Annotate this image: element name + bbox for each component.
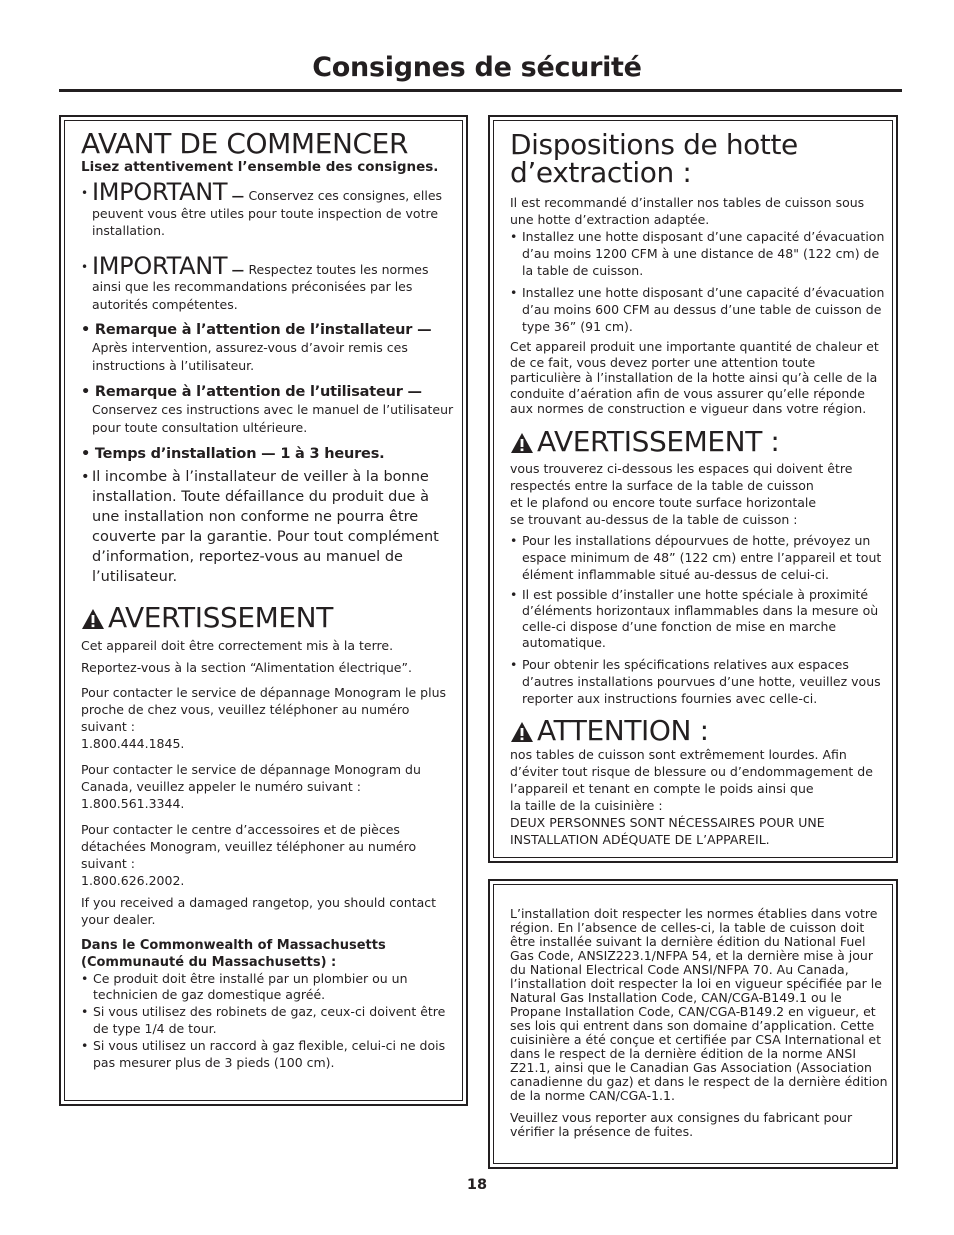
hood-requirements-content	[510, 128, 888, 848]
attention-two-persons: DEUX PERSONNES SONT NÉCESSAIRES POUR UNE INSTALLATION ADÉQUATE DE L’APPAREIL.	[510, 814, 825, 847]
massachusetts-item: • Ce produit doit être installé par un plombier ou un technicien de gaz domestique agréé.	[81, 971, 459, 1003]
important-text: Respectez toutes les normes	[248, 261, 429, 277]
important-label: IMPORTANT	[92, 251, 228, 280]
installation-codes-text: L’installation doit respecter les normes établies dans votre région. En l’absence de celles-ci, la table de cuisson doit être installée suivant la dernière édition du National Fuel Gas Code, ANSIZ223.1/NFPA 54, et la dernière mise à jour du National Electrical Code ANSI/NFPA 70. Au Canada, l’installation doit respecter la loi en vigueur spécifiée par le Natural Gas Installation Code, CAN/CGA-B149.1 ou le Propane Installation Code, CAN/CGA-B149.2 en vigueur, et ses lois qui entrent dans son domaine d’application. Cette cuisinière a été conçue et certifiée par CSA International et dans le respect de la dernière édition de la norme ANSI Z21.1, ainsi que le Canadian Gas Association (Association canadienne du gaz) et dans le respect de la dernière édition de la norme CAN/CGA-1.1.	[510, 906, 888, 1103]
clearance-warning-text: AVERTISSEMENT :	[537, 424, 780, 458]
important-keep-instructions	[81, 180, 459, 240]
before-you-begin-panel	[59, 115, 468, 1106]
installer-responsibility: • Il incombe à l’installateur de veiller à la bonne installation. Toute défaillance du produit due à une installation non conforme ne pourra être couverte par la garantie. Pour tout complément d’information, reportez-vous au manuel de l’utilisateur.	[81, 467, 459, 587]
parts-text: Pour contacter le centre d’accessoires et de pièces détachées Monogram, veuillez téléphoner au numéro suivant :	[81, 822, 417, 871]
clearance-item: • Pour les installations dépourvues de hotte, prévoyez un espace minimum de 48” (122 cm) entre l’appareil et tout élément inflammable situé au-dessus de celui-ci.	[510, 532, 888, 583]
user-note-heading: • Remarque à l’attention de l’utilisateur —	[81, 384, 422, 400]
attention-heading	[510, 713, 888, 747]
hood-requirements-heading: Dispositions de hotte d’extraction :	[510, 128, 798, 189]
important-text-rest: peuvent vous être utiles pour toute inspection de votre installation.	[92, 205, 439, 238]
page-title: Consignes de sécurité	[312, 52, 642, 83]
clearance-warning-heading	[510, 424, 888, 458]
attention-text: nos tables de cuisson sont extrêmement lourdes. Afin d’éviter tout risque de blessure ou d’endommagement de l’appareil et tenant en compte le poids ainsi que	[510, 746, 873, 796]
service-us-text: Pour contacter le service de dépannage Monogram le plus proche de chez vous, veuillez téléphoner au numéro suivant :	[81, 685, 447, 734]
installer-note-body: Après intervention, assurez-vous d’avoir remis ces instructions à l’utilisateur.	[92, 340, 408, 373]
service-canada-phone: 1.800.561.3344.	[81, 796, 185, 811]
important-dash: —	[227, 188, 249, 203]
important-text-rest: ainsi que les recommandations préconisées par les autorités compétentes.	[92, 279, 413, 312]
clearance-item: • Il est possible d’installer une hotte spéciale à proximité d’éléments horizontaux inflammables dans la mesure où celle-ci dispose d’une fonction de mise en marche automatique.	[510, 587, 888, 651]
before-you-begin-content	[81, 129, 459, 1071]
warning-triangle-icon	[510, 432, 534, 454]
important-dash: —	[227, 261, 249, 277]
important-respect-norms	[81, 251, 459, 314]
warning-heading	[81, 603, 459, 633]
installer-note-heading: • Remarque à l’attention de l’installateur —	[81, 322, 432, 338]
power-supply-reference: Reportez-vous à la section “Alimentation électrique”.	[81, 660, 412, 675]
before-you-begin-heading: AVANT DE COMMENCER	[81, 127, 409, 160]
hood-requirements-panel	[488, 115, 898, 863]
installer-note	[81, 321, 459, 375]
attention-heading-text: ATTENTION :	[537, 713, 709, 747]
warning-heading-text: AVERTISSEMENT	[108, 601, 333, 634]
service-us-phone: 1.800.444.1845.	[81, 736, 185, 751]
read-all-instructions: Lisez attentivement l’ensemble des consignes.	[81, 159, 439, 175]
installation-codes-panel	[488, 879, 898, 1169]
parts-phone: 1.800.626.2002.	[81, 873, 185, 888]
important-text: Conservez ces consignes, elles	[248, 188, 443, 203]
warning-triangle-icon	[81, 608, 105, 630]
hood-requirement-item: • Installez une hotte disposant d’une capacité d’évacuation d’au moins 600 CFM au dessus d’une table de cuisson de type 36” (91 cm).	[510, 284, 888, 335]
massachusetts-heading: Dans le Commonwealth of Massachusetts (Communauté du Massachusetts) :	[81, 938, 386, 970]
damaged-rangetop-notice: If you received a damaged rangetop, you should contact your dealer.	[81, 895, 437, 927]
clearance-intro: et le plafond ou encore toute surface horizontale	[510, 494, 817, 510]
hood-requirement-item: • Installez une hotte disposant d’une capacité d’évacuation d’au moins 1200 CFM à une distance de 48" (122 cm) de la table de cuisson.	[510, 228, 888, 279]
massachusetts-item: • Si vous utilisez des robinets de gaz, ceux-ci doivent être de type 1/4 de tour.	[81, 1003, 459, 1037]
user-note	[81, 383, 459, 437]
bullet-dot-icon: •	[81, 259, 89, 274]
clearance-intro: vous trouverez ci-dessous les espaces qui doivent être respectés entre la surface de la table de cuisson	[510, 460, 853, 493]
warning-triangle-icon	[510, 721, 534, 743]
grounding-notice: Cet appareil doit être correctement mis à la terre.	[81, 638, 394, 653]
hood-intro: Il est recommandé d’installer nos tables de cuisson sous une hotte d’extraction adaptée.	[510, 195, 865, 227]
page-number: 18	[466, 1177, 488, 1193]
bullet-dot-icon: •	[81, 186, 89, 200]
installation-codes-content	[510, 907, 888, 1139]
attention-text: la taille de la cuisinière :	[510, 797, 663, 813]
heat-notice: Cet appareil produit une importante quantité de chaleur et de ce fait, vous devez porter une attention toute particulière à l’installation de la hotte ainsi qu’à celle de la conduite d’aération afin de vous assurer qu’elle réponde aux normes de construction e vigueur dans votre région.	[510, 339, 879, 416]
massachusetts-item: • Si vous utilisez un raccord à gaz flexible, celui-ci ne dois pas mesurer plus de 3 pieds (100 cm).	[81, 1037, 459, 1071]
service-canada-text: Pour contacter le service de dépannage Monogram du Canada, veuillez appeler le numéro suivant :	[81, 762, 421, 794]
title-divider	[59, 89, 902, 92]
clearance-item: • Pour obtenir les spécifications relatives aux espaces d’autres installations pourvues d’une hotte, veuillez vous reporter aux instructions fournies avec celle-ci.	[510, 656, 888, 707]
user-note-body: Conservez ces instructions avec le manuel de l’utilisateur pour toute consultation ultérieure.	[92, 402, 454, 435]
installation-time: • Temps d’installation — 1 à 3 heures.	[81, 446, 385, 462]
leak-check-text: Veuillez vous reporter aux consignes du fabricant pour vérifier la présence de fuites.	[510, 1110, 853, 1139]
important-label: IMPORTANT	[92, 178, 228, 206]
clearance-intro: se trouvant au-dessus de la table de cuisson :	[510, 511, 798, 527]
